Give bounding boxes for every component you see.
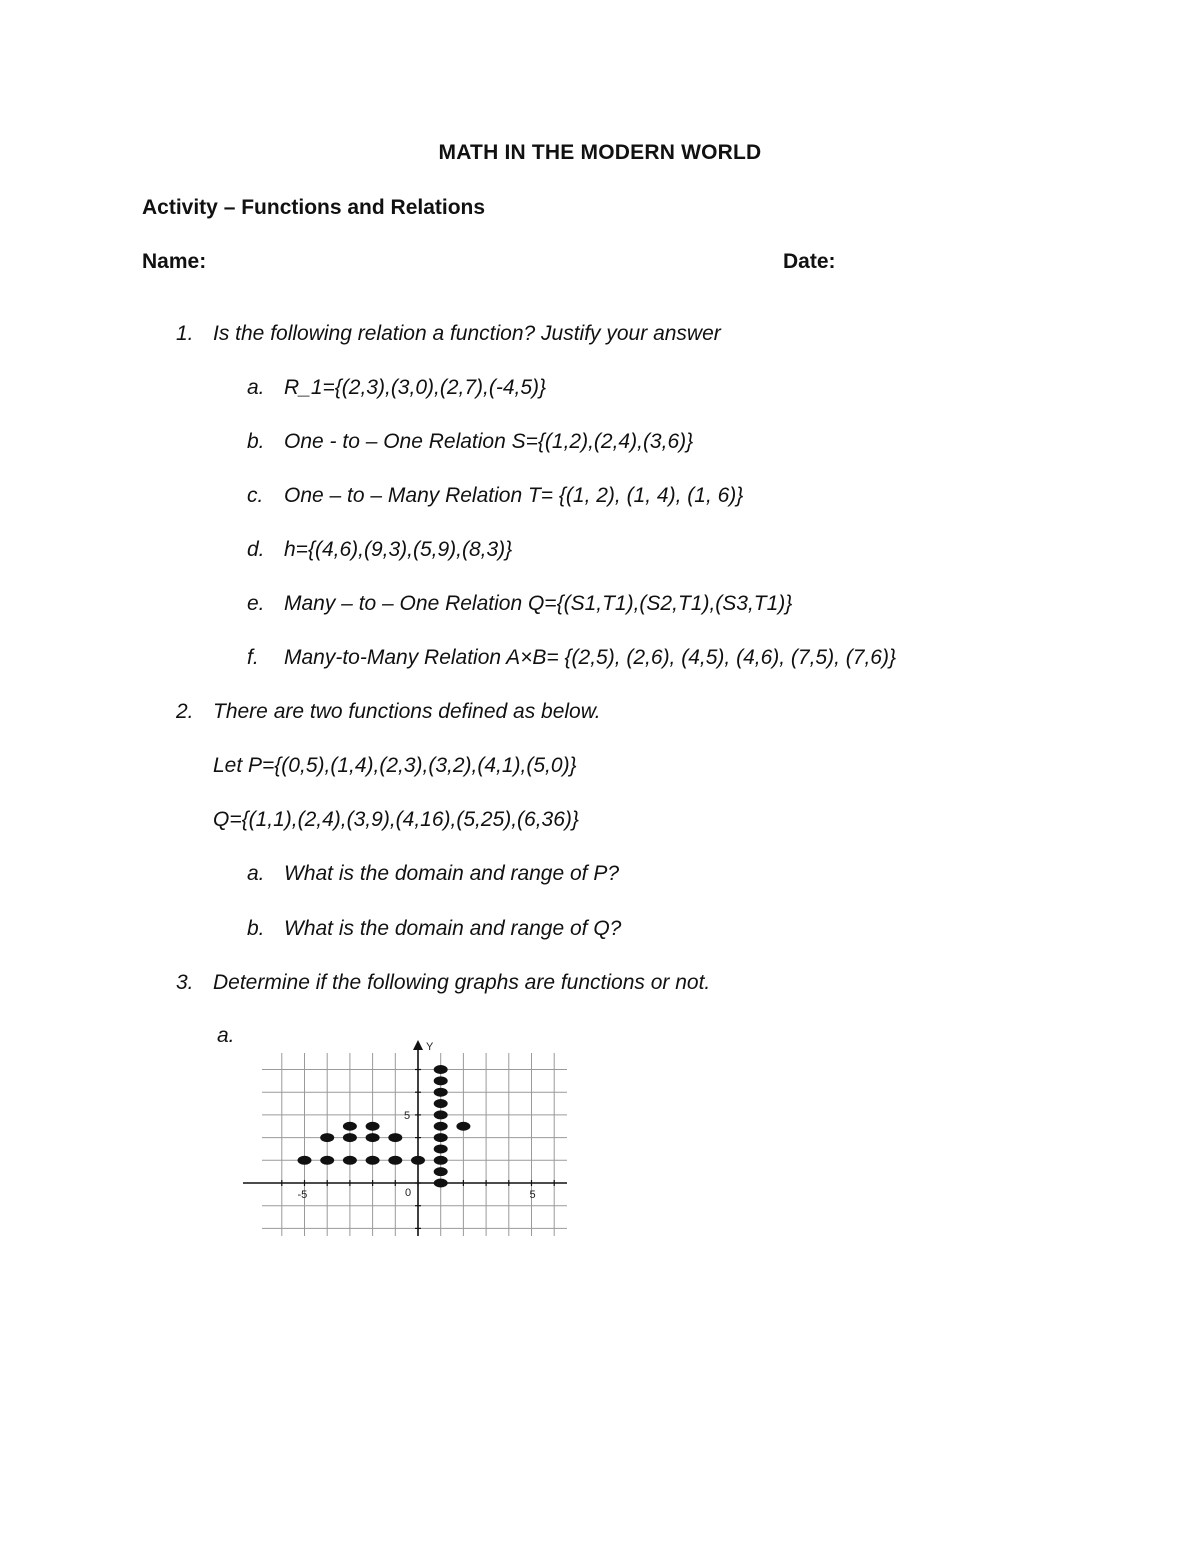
- q2-q-definition: Q={(1,1),(2,4),(3,9),(4,16),(5,25),(6,36)}: [213, 808, 579, 831]
- q1-item-b-text: One - to – One Relation S={(1,2),(2,4),(3,6)}: [284, 430, 694, 453]
- graph-grid: [262, 1053, 567, 1236]
- graph-labels: [298, 1041, 536, 1201]
- q1-item-d-label: d.: [247, 538, 265, 561]
- graph-point: [434, 1122, 448, 1131]
- q1-item-e-label: e.: [247, 592, 265, 615]
- q3-text: Determine if the following graphs are functions or not.: [213, 971, 711, 994]
- q1-item-a-text: R_1={(2,3),(3,0),(2,7),(-4,5)}: [284, 376, 547, 399]
- y-axis-arrow: [413, 1040, 423, 1050]
- graph-point: [298, 1156, 312, 1165]
- q1-item-c-label: c.: [247, 484, 264, 507]
- graph-point: [343, 1122, 357, 1131]
- graph-point: [388, 1156, 402, 1165]
- y-tick-label-5: 5: [404, 1109, 411, 1122]
- activity-heading: Activity – Functions and Relations: [142, 196, 486, 219]
- page-title: MATH IN THE MODERN WORLD: [438, 141, 762, 164]
- graph-a-label: a.: [217, 1024, 235, 1047]
- date-label: Date:: [783, 250, 836, 273]
- q2-text: There are two functions defined as below.: [213, 700, 601, 723]
- graph-point: [411, 1156, 425, 1165]
- graph-point: [320, 1133, 334, 1142]
- graph-point: [434, 1076, 448, 1085]
- q2-item-a-label: a.: [247, 862, 265, 885]
- graph-point: [388, 1133, 402, 1142]
- x-tick-label-5: 5: [529, 1189, 536, 1201]
- q1-item-c-text: One – to – Many Relation T= {(1, 2), (1, 4), (1, 6)}: [284, 484, 744, 507]
- q1-text: Is the following relation a function? Justify your answer: [213, 322, 721, 345]
- graph-point: [434, 1179, 448, 1188]
- graph-point: [434, 1099, 448, 1108]
- graph-point: [434, 1065, 448, 1074]
- y-axis-label: Y: [426, 1041, 434, 1053]
- q1-item-f-text: Many-to-Many Relation A×B= {(2,5), (2,6), (4,5), (4,6), (7,5), (7,6)}: [284, 646, 896, 669]
- q1-item-f-label: f.: [247, 646, 259, 669]
- q2-item-a-text: What is the domain and range of P?: [284, 862, 620, 885]
- graph-point: [366, 1122, 380, 1131]
- graph-point: [366, 1133, 380, 1142]
- graph-point: [343, 1156, 357, 1165]
- graph-point: [343, 1133, 357, 1142]
- q2-item-b-label: b.: [247, 917, 265, 940]
- origin-label: 0: [405, 1187, 412, 1199]
- graph-points: [298, 1065, 471, 1188]
- name-label: Name:: [142, 250, 207, 273]
- graph-point: [434, 1167, 448, 1176]
- q1-item-d-text: h={(4,6),(9,3),(5,9),(8,3)}: [284, 538, 513, 561]
- graph-point: [320, 1156, 334, 1165]
- q1-item-a-label: a.: [247, 376, 265, 399]
- graph-point: [434, 1156, 448, 1165]
- graph-point: [434, 1110, 448, 1119]
- q2-number: 2.: [176, 700, 194, 723]
- q3-number: 3.: [176, 971, 194, 994]
- q1-item-e-text: Many – to – One Relation Q={(S1,T1),(S2,T1),(S3,T1)}: [284, 592, 793, 615]
- graph-point: [434, 1088, 448, 1097]
- q1-item-b-label: b.: [247, 430, 265, 453]
- graph-point: [456, 1122, 470, 1131]
- graph-point: [434, 1144, 448, 1153]
- q1-number: 1.: [176, 322, 194, 345]
- q2-item-b-text: What is the domain and range of Q?: [284, 917, 622, 940]
- x-tick-label-neg5: -5: [297, 1189, 308, 1201]
- graph-point: [366, 1156, 380, 1165]
- graph-point: [434, 1133, 448, 1142]
- q2-p-definition: Let P={(0,5),(1,4),(2,3),(3,2),(4,1),(5,0)}: [213, 754, 577, 777]
